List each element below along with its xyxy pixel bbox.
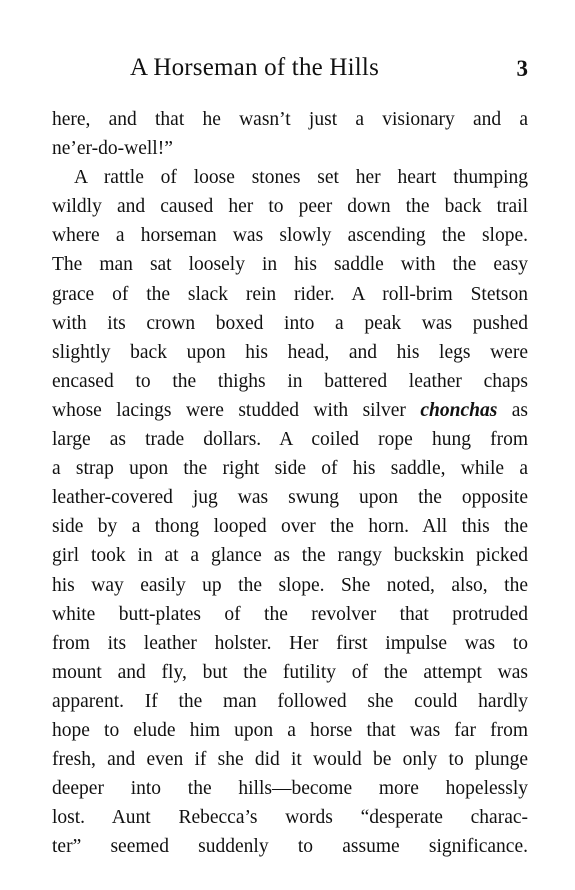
text-line: A rattle of loose stones set her heart thumping [74,167,528,189]
text-line: where a horseman was slowly ascending the slope. [52,225,528,247]
text-line: mount and fly, but the futility of the attempt was [52,661,528,683]
text-line: with its crown boxed into a peak was pushed [52,312,528,334]
text-line: leather-covered jug was swung upon the opposite [52,487,528,509]
text-line: The man sat loosely in his saddle with the easy [52,254,528,276]
text-line: ter” seemed suddenly to assume significance. [52,836,528,858]
text-line: lost. Aunt Rebecca’s words “desperate charac- [52,807,528,829]
text-line: girl took in at a glance as the rangy buckskin picked [52,545,528,567]
text-line: wildly and caused her to peer down the back trail [52,196,528,218]
text-line: a strap upon the right side of his saddle, while a [52,458,528,480]
text-line: from its leather holster. Her first impulse was to [52,632,528,654]
text-line: grace of the slack rein rider. A roll-brim Stetson [52,283,528,305]
running-head [52,54,528,88]
text-line: ne’er-do-well!” [52,138,173,160]
text-line: apparent. If the man followed she could hardly [52,690,528,712]
text-line: hope to elude him upon a horse that was far from [52,719,528,741]
text-segment: as [511,399,528,421]
text-line: side by a thong looped over the horn. All this the [52,516,528,538]
running-title: A Horseman of the Hills [130,54,380,81]
text-line: deeper into the hills—become more hopelessly [52,778,528,800]
text-line: large as trade dollars. A coiled rope hung from [52,429,528,451]
text-line: white butt-plates of the revolver that protruded [52,603,528,625]
text-line: fresh, and even if she did it would be only to plunge [52,749,528,771]
body-text [52,105,528,861]
text-line: here, and that he wasn’t just a visionary and a [52,109,528,130]
text-line: encased to the thighs in battered leather chaps [52,370,528,392]
text-line: his way easily up the slope. She noted, also, the [52,574,528,596]
text-segment: whose lacings were studded with silver [52,399,406,421]
text-line-with-italic [52,396,528,425]
page-number: 3 [516,56,528,81]
italic-word: chonchas [420,399,498,421]
text-line: slightly back upon his head, and his legs were [52,341,528,363]
